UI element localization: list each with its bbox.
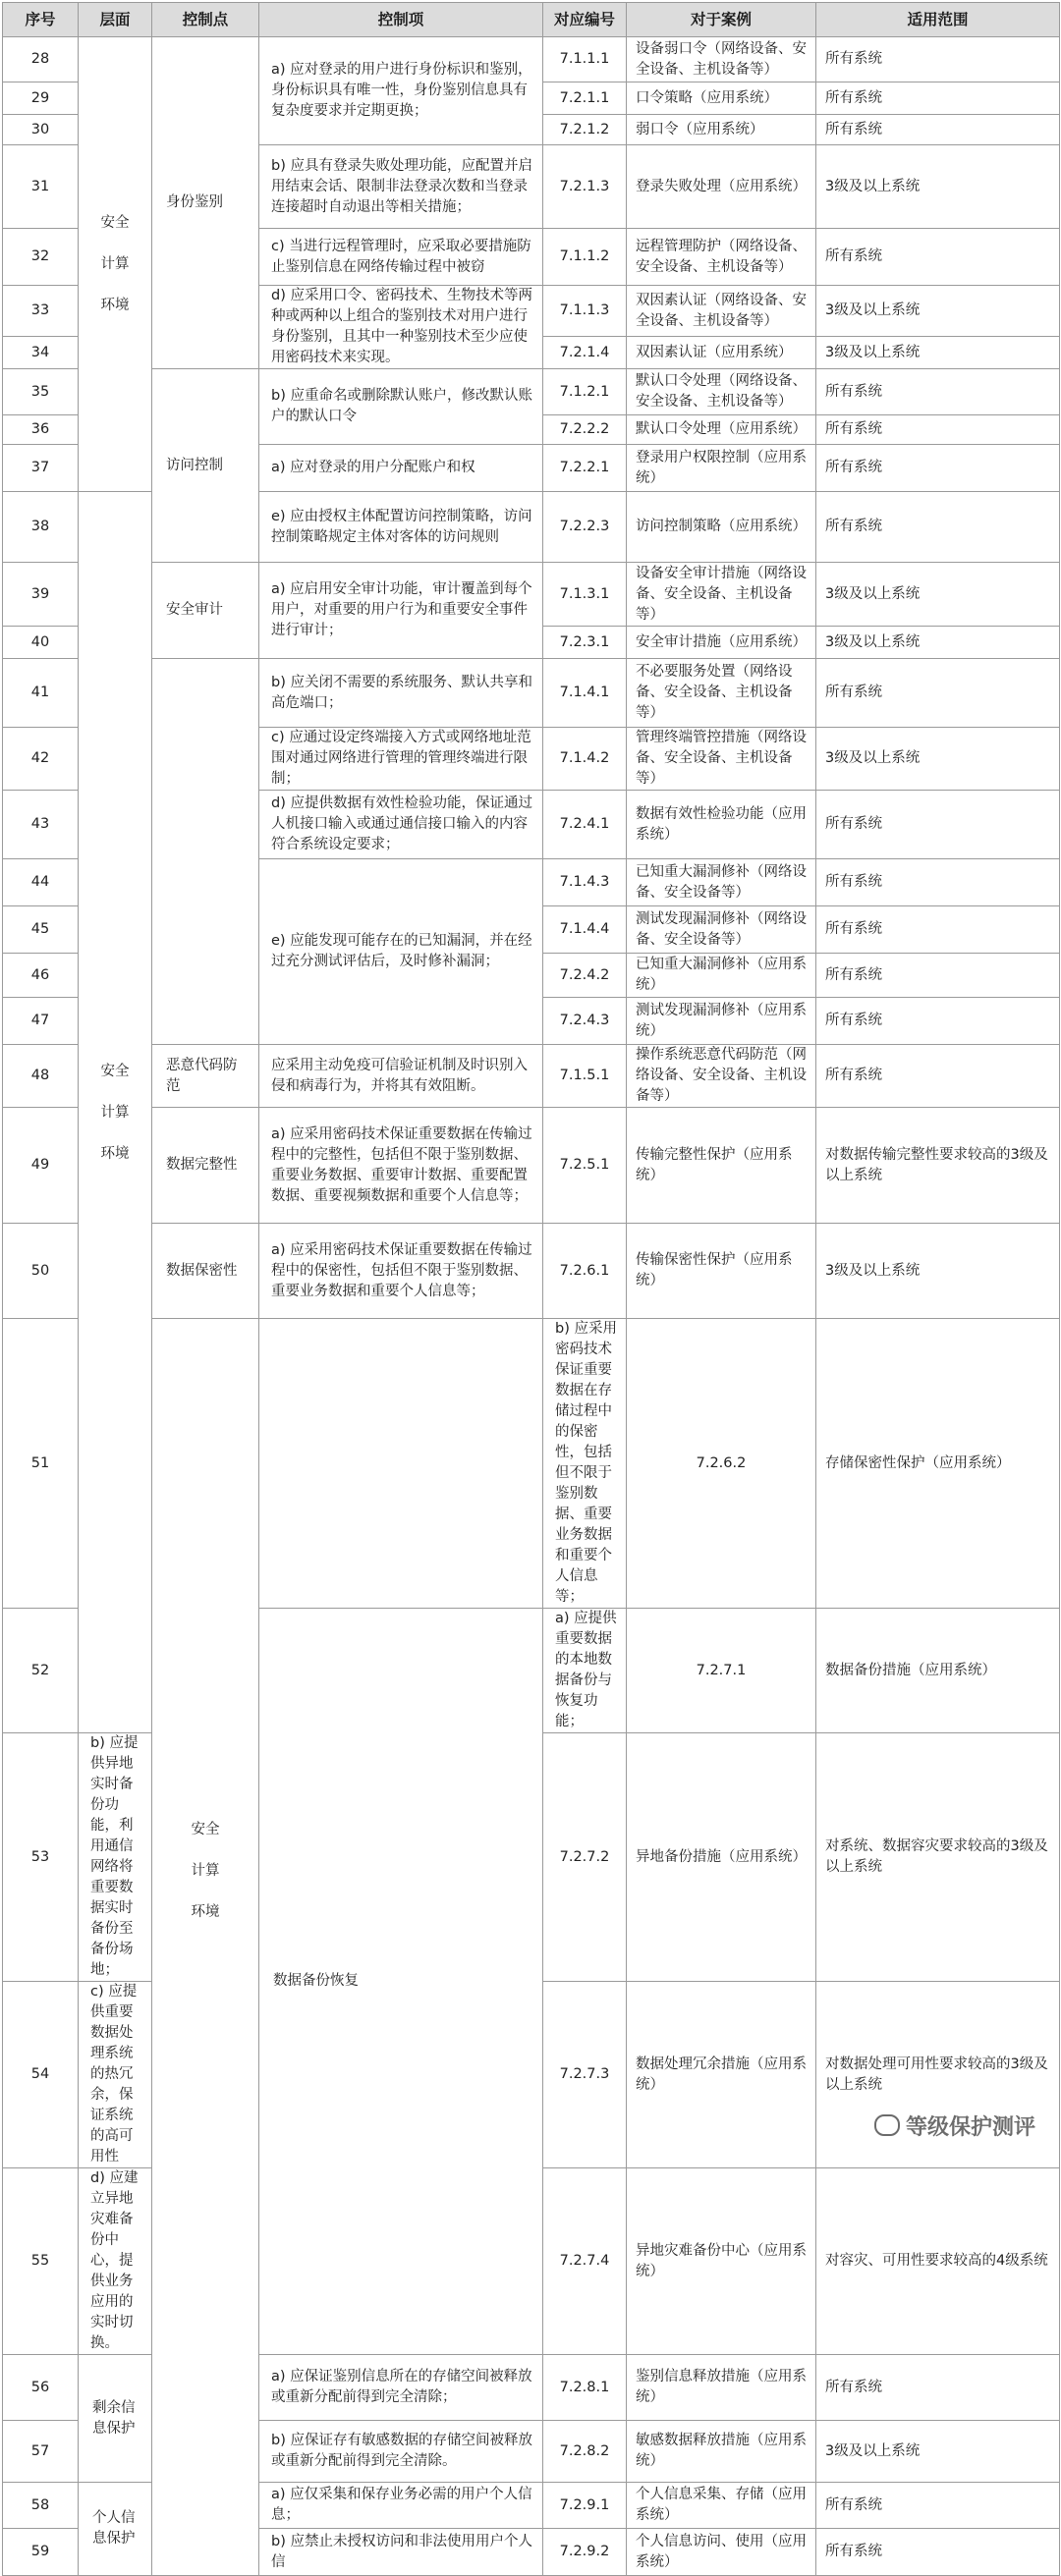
ref-code: 7.2.7.2	[543, 1733, 627, 1982]
ref-code: 7.1.4.2	[543, 728, 627, 791]
row-no: 48	[3, 1045, 79, 1108]
row-no: 40	[3, 627, 79, 659]
case-name: 口令策略（应用系统）	[627, 82, 816, 115]
case-name: 数据处理冗余措施（应用系统）	[627, 1982, 816, 2168]
control-point: 安全审计	[152, 563, 259, 659]
layer-cell	[79, 37, 152, 492]
ref-code: 7.1.1.2	[543, 229, 627, 286]
control-point: 恶意代码防范	[152, 1045, 259, 1108]
table-row	[3, 1224, 1060, 1319]
layer-label: 安全 计算 环境	[100, 215, 130, 313]
scope: 所有系统	[816, 115, 1060, 145]
layer-label: 安全 计算 环境	[100, 1063, 130, 1162]
case-name: 传输完整性保护（应用系统）	[627, 1108, 816, 1224]
row-no: 58	[3, 2483, 79, 2529]
scope: 3级及以上系统	[816, 627, 1060, 659]
row-no: 50	[3, 1224, 79, 1319]
case-name: 默认口令处理（应用系统）	[627, 415, 816, 445]
row-no: 35	[3, 369, 79, 415]
control-item: d) 应提供数据有效性检验功能，保证通过人机接口输入或通过通信接口输入的内容符合系统设定要求；	[259, 791, 543, 859]
scope: 3级及以上系统	[816, 2421, 1060, 2483]
ref-code: 7.2.6.2	[627, 1319, 816, 1609]
scope: 3级及以上系统	[816, 728, 1060, 791]
scope: 所有系统	[816, 82, 1060, 115]
case-name: 设备弱口令（网络设备、安全设备、主机设备等）	[627, 37, 816, 82]
scope: 3级及以上系统	[816, 337, 1060, 369]
scope: 对数据传输完整性要求较高的3级及以上系统	[816, 1108, 1060, 1224]
header-control-point: 控制点	[152, 3, 259, 37]
scope: 3级及以上系统	[816, 563, 1060, 627]
control-point: 访问控制	[152, 369, 259, 563]
control-item: a) 应对登录的用户分配账户和权	[259, 445, 543, 492]
row-no: 45	[3, 906, 79, 954]
control-item: b) 应禁止未授权访问和非法使用用户个人信	[259, 2529, 543, 2576]
control-item: a) 应保证鉴别信息所在的存储空间被释放或重新分配前得到完全清除；	[259, 2355, 543, 2421]
control-item: b) 应采用密码技术保证重要数据在存储过程中的保密性，包括但不限于鉴别数据、重要业务数据和重要个人信息等；	[543, 1319, 627, 1609]
case-name: 操作系统恶意代码防范（网络设备、安全设备、主机设备等）	[627, 1045, 816, 1108]
case-name: 双因素认证（应用系统）	[627, 337, 816, 369]
case-name: 传输保密性保护（应用系统）	[627, 1224, 816, 1319]
header-no: 序号	[3, 3, 79, 37]
ref-code: 7.1.4.3	[543, 859, 627, 906]
ref-code: 7.2.1.2	[543, 115, 627, 145]
scope: 所有系统	[816, 2355, 1060, 2421]
layer-cell	[152, 1319, 259, 2576]
control-item: a) 应启用安全审计功能，审计覆盖到每个用户，对重要的用户行为和重要安全事件进行审计；	[259, 563, 543, 659]
scope: 所有系统	[816, 445, 1060, 492]
ref-code: 7.2.2.1	[543, 445, 627, 492]
scope: 对系统、数据容灾要求较高的3级及以上系统	[816, 1733, 1060, 1982]
table-row	[3, 563, 1060, 627]
table-row	[3, 659, 1060, 728]
ref-code: 7.2.4.2	[543, 954, 627, 998]
row-no: 30	[3, 115, 79, 145]
ref-code: 7.2.2.2	[543, 415, 627, 445]
ref-code: 7.2.1.3	[543, 145, 627, 229]
scope: 所有系统	[816, 659, 1060, 728]
case-name: 登录用户权限控制（应用系统）	[627, 445, 816, 492]
scope: 所有系统	[816, 998, 1060, 1045]
case-name: 测试发现漏洞修补（应用系统）	[627, 998, 816, 1045]
case-name: 异地灾难备份中心（应用系统）	[627, 2168, 816, 2355]
ref-code: 7.2.9.2	[543, 2529, 627, 2576]
scope: 所有系统	[816, 492, 1060, 563]
ref-code: 7.2.3.1	[543, 627, 627, 659]
case-name: 双因素认证（网络设备、安全设备、主机设备等）	[627, 286, 816, 337]
header-case: 对于案例	[627, 3, 816, 37]
scope: 所有系统	[816, 859, 1060, 906]
case-name: 远程管理防护（网络设备、安全设备、主机设备等）	[627, 229, 816, 286]
control-point: 数据完整性	[152, 1108, 259, 1224]
row-no: 39	[3, 563, 79, 627]
ref-code: 7.2.8.2	[543, 2421, 627, 2483]
case-name: 默认口令处理（网络设备、安全设备、主机设备等）	[627, 369, 816, 415]
control-point: 个人信息保护	[79, 2483, 152, 2576]
scope: 3级及以上系统	[816, 286, 1060, 337]
control-item: b) 应提供异地实时备份功能，利用通信网络将重要数据实时备份至备份场地；	[79, 1733, 152, 1982]
control-item: b) 应保证存有敏感数据的存储空间被释放或重新分配前得到完全清除。	[259, 2421, 543, 2483]
case-name: 存储保密性保护（应用系统）	[816, 1319, 1060, 1609]
row-no: 34	[3, 337, 79, 369]
control-item: a) 应仅采集和保存业务必需的用户个人信息；	[259, 2483, 543, 2529]
ref-code: 7.2.1.1	[543, 82, 627, 115]
control-point: 数据备份恢复	[259, 1609, 543, 2355]
ref-code: 7.1.1.3	[543, 286, 627, 337]
case-name: 弱口令（应用系统）	[627, 115, 816, 145]
scope: 所有系统	[816, 2483, 1060, 2529]
case-name: 个人信息访问、使用（应用系统）	[627, 2529, 816, 2576]
row-no: 32	[3, 229, 79, 286]
case-name: 敏感数据释放措施（应用系统）	[627, 2421, 816, 2483]
control-item: a) 应采用密码技术保证重要数据在传输过程中的完整性，包括但不限于鉴别数据、重要业务数据、重要审计数据、重要配置数据、重要视频数据和重要个人信息等；	[259, 1108, 543, 1224]
control-item: e) 应能发现可能存在的已知漏洞，并在经过充分测试评估后，及时修补漏洞；	[259, 859, 543, 1045]
scope: 所有系统	[816, 906, 1060, 954]
header-control-item: 控制项	[259, 3, 543, 37]
row-no: 44	[3, 859, 79, 906]
control-item: c) 当进行远程管理时，应采取必要措施防止鉴别信息在网络传输过程中被窃	[259, 229, 543, 286]
header-code: 对应编号	[543, 3, 627, 37]
row-no: 53	[3, 1733, 79, 1982]
ref-code: 7.2.9.1	[543, 2483, 627, 2529]
control-point: 数据保密性	[152, 1224, 259, 1319]
scope: 所有系统	[816, 1045, 1060, 1108]
row-no: 59	[3, 2529, 79, 2576]
scope: 3级及以上系统	[816, 145, 1060, 229]
control-item: d) 应建立异地灾难备份中心，提供业务应用的实时切换。	[79, 2168, 152, 2355]
row-no: 54	[3, 1982, 79, 2168]
row-no: 57	[3, 2421, 79, 2483]
header-scope: 适用范围	[816, 3, 1060, 37]
control-point-empty	[259, 1319, 543, 1609]
row-no: 28	[3, 37, 79, 82]
control-item: 应采用主动免疫可信验证机制及时识别入侵和病毒行为，并将其有效阻断。	[259, 1045, 543, 1108]
ref-code: 7.2.7.4	[543, 2168, 627, 2355]
ref-code: 7.2.4.1	[543, 791, 627, 859]
row-no: 36	[3, 415, 79, 445]
scope: 所有系统	[816, 37, 1060, 82]
table-row	[3, 1045, 1060, 1108]
ref-code: 7.1.4.1	[543, 659, 627, 728]
table-row	[3, 1319, 1060, 1609]
ref-code: 7.1.3.1	[543, 563, 627, 627]
ref-code: 7.1.1.1	[543, 37, 627, 82]
ref-code: 7.1.4.4	[543, 906, 627, 954]
case-name: 鉴别信息释放措施（应用系统）	[627, 2355, 816, 2421]
watermark-text: 等级保护测评	[905, 2115, 1035, 2140]
ref-code: 7.2.1.4	[543, 337, 627, 369]
row-no: 41	[3, 659, 79, 728]
control-item: c) 应提供重要数据处理系统的热冗余，保证系统的高可用性	[79, 1982, 152, 2168]
row-no: 42	[3, 728, 79, 791]
control-item: a) 应对登录的用户进行身份标识和鉴别，身份标识具有唯一性，身份鉴别信息具有复杂度要求并定期更换；	[259, 37, 543, 145]
ref-code: 7.1.5.1	[543, 1045, 627, 1108]
case-name: 管理终端管控措施（网络设备、安全设备、主机设备等）	[627, 728, 816, 791]
row-no: 56	[3, 2355, 79, 2421]
case-name: 个人信息采集、存储（应用系统）	[627, 2483, 816, 2529]
ref-code: 7.2.5.1	[543, 1108, 627, 1224]
row-no: 33	[3, 286, 79, 337]
case-name: 已知重大漏洞修补（应用系统）	[627, 954, 816, 998]
row-no: 38	[3, 492, 79, 563]
scope: 所有系统	[816, 954, 1060, 998]
layer-label: 安全 计算 环境	[191, 1821, 220, 1920]
scope: 所有系统	[816, 791, 1060, 859]
case-name: 测试发现漏洞修补（网络设备、安全设备等）	[627, 906, 816, 954]
control-point	[152, 659, 259, 1045]
table-row	[3, 37, 1060, 82]
case-name: 登录失败处理（应用系统）	[627, 145, 816, 229]
control-item: b) 应重命名或删除默认账户，修改默认账户的默认口令	[259, 369, 543, 445]
table-header-row	[3, 3, 1060, 37]
table-row	[3, 369, 1060, 415]
row-no: 43	[3, 791, 79, 859]
case-name: 数据有效性检验功能（应用系统）	[627, 791, 816, 859]
control-item: d) 应采用口令、密码技术、生物技术等两种或两种以上组合的鉴别技术对用户进行身份鉴别，且其中一种鉴别技术至少应使用密码技术来实现。	[259, 286, 543, 369]
control-item: c) 应通过设定终端接入方式或网络地址范围对通过网络进行管理的管理终端进行限制；	[259, 728, 543, 791]
row-no: 52	[3, 1609, 79, 1733]
control-item: b) 应具有登录失败处理功能，应配置并启用结束会话、限制非法登录次数和当登录连接超时自动退出等相关措施；	[259, 145, 543, 229]
case-name: 异地备份措施（应用系统）	[627, 1733, 816, 1982]
control-item: a) 应提供重要数据的本地数据备份与恢复功能；	[543, 1609, 627, 1733]
ref-code: 7.2.2.3	[543, 492, 627, 563]
row-no: 51	[3, 1319, 79, 1609]
row-no: 46	[3, 954, 79, 998]
case-name: 数据备份措施（应用系统）	[816, 1609, 1060, 1733]
control-point: 剩余信息保护	[79, 2355, 152, 2483]
row-no: 49	[3, 1108, 79, 1224]
case-name: 设备安全审计措施（网络设备、安全设备、主机设备等）	[627, 563, 816, 627]
header-layer: 层面	[79, 3, 152, 37]
case-name: 访问控制策略（应用系统）	[627, 492, 816, 563]
case-name: 安全审计措施（应用系统）	[627, 627, 816, 659]
control-item: e) 应由授权主体配置访问控制策略，访问控制策略规定主体对客体的访问规则	[259, 492, 543, 563]
row-no: 37	[3, 445, 79, 492]
ref-code: 7.2.7.1	[627, 1609, 816, 1733]
layer-cell	[79, 492, 152, 1733]
row-no: 55	[3, 2168, 79, 2355]
watermark	[870, 2110, 1039, 2141]
ref-code: 7.2.8.1	[543, 2355, 627, 2421]
case-name: 不必要服务处置（网络设备、安全设备、主机设备等）	[627, 659, 816, 728]
table-row	[3, 1108, 1060, 1224]
scope: 对容灾、可用性要求较高的4级系统	[816, 2168, 1060, 2355]
row-no: 29	[3, 82, 79, 115]
control-point: 身份鉴别	[152, 37, 259, 369]
row-no: 31	[3, 145, 79, 229]
chat-bubble-icon	[874, 2114, 900, 2136]
case-name: 已知重大漏洞修补（网络设备、安全设备等）	[627, 859, 816, 906]
row-no: 47	[3, 998, 79, 1045]
compliance-table	[2, 2, 1060, 2576]
scope: 3级及以上系统	[816, 1224, 1060, 1319]
ref-code: 7.2.4.3	[543, 998, 627, 1045]
control-item: a) 应采用密码技术保证重要数据在传输过程中的保密性，包括但不限于鉴别数据、重要业务数据和重要个人信息等；	[259, 1224, 543, 1319]
scope: 所有系统	[816, 415, 1060, 445]
ref-code: 7.2.6.1	[543, 1224, 627, 1319]
ref-code: 7.2.7.3	[543, 1982, 627, 2168]
scope: 所有系统	[816, 369, 1060, 415]
scope: 对数据处理可用性要求较高的3级及以上系统	[816, 1982, 1060, 2168]
scope: 所有系统	[816, 229, 1060, 286]
ref-code: 7.1.2.1	[543, 369, 627, 415]
control-item: b) 应关闭不需要的系统服务、默认共享和高危端口；	[259, 659, 543, 728]
scope: 所有系统	[816, 2529, 1060, 2576]
